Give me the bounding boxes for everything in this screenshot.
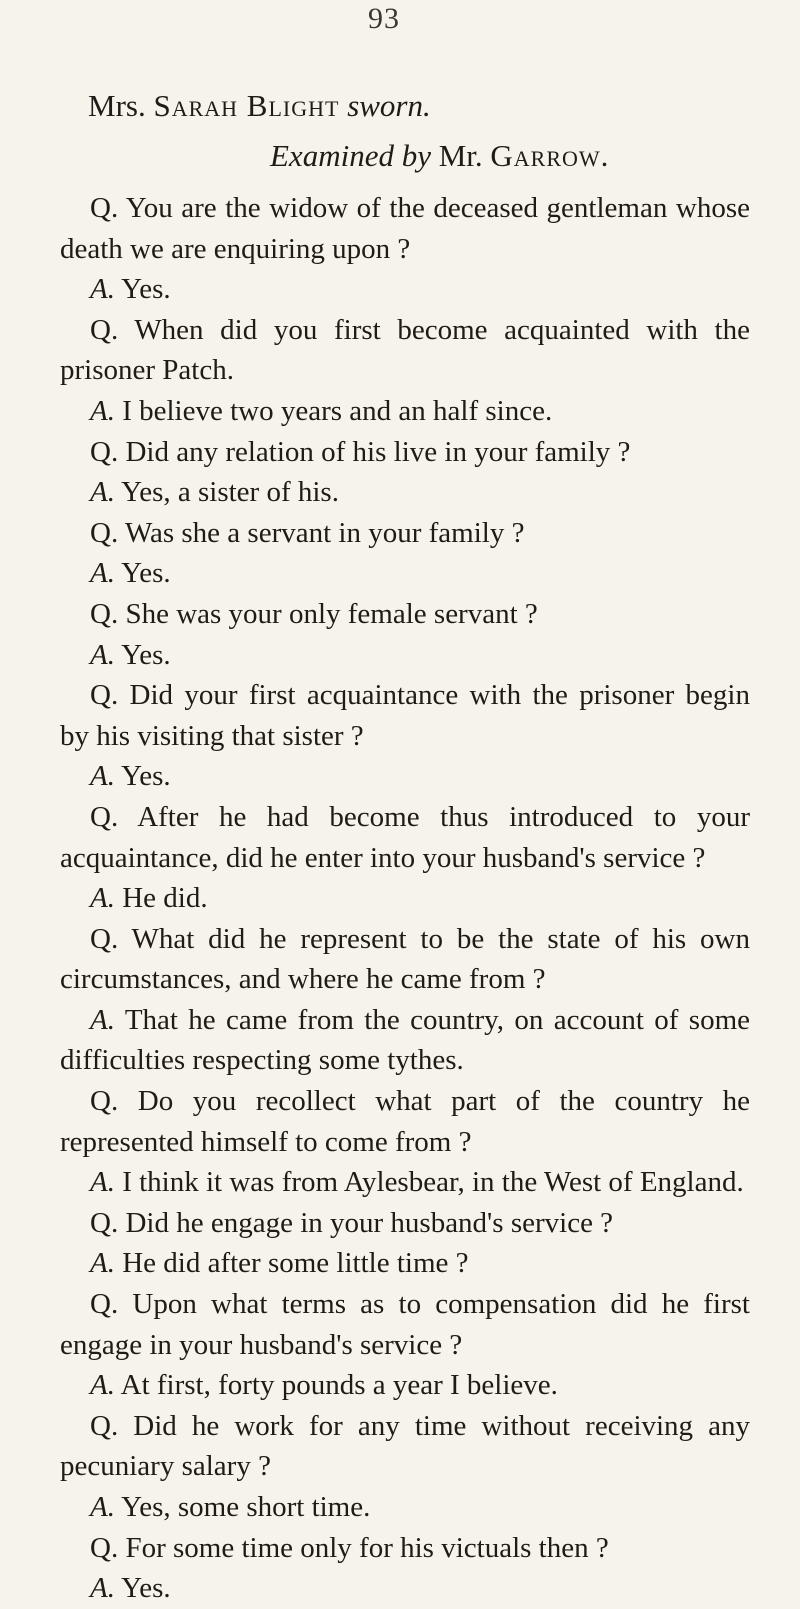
- question-paragraph: [60, 1081, 750, 1162]
- entry-text: Yes.: [121, 273, 171, 306]
- speaker-label: Q.: [90, 1206, 119, 1239]
- question-paragraph: [60, 1406, 750, 1487]
- question-paragraph: [60, 1528, 750, 1569]
- entry-text: What did he represent to be the state of his own circumstances, and where he came from ?: [60, 922, 750, 996]
- question-paragraph: [60, 188, 750, 269]
- speaker-label: A.: [90, 1003, 115, 1036]
- speaker-label: Q.: [90, 597, 119, 630]
- question-paragraph: [60, 513, 750, 554]
- speaker-label: Q.: [90, 313, 119, 346]
- speaker-label: Q.: [90, 1409, 119, 1442]
- entry-text: At first, forty pounds a year I believe.: [120, 1369, 558, 1402]
- entry-text: I think it was from Aylesbear, in the West of England.: [122, 1166, 744, 1199]
- speaker-label: Q.: [90, 516, 119, 549]
- speaker-label: Q.: [90, 800, 119, 833]
- entry-text: That he came from the country, on account of some difficulties respecting some tythes.: [60, 1003, 751, 1077]
- examiner-name: Garrow.: [490, 138, 610, 173]
- entry-text: Do you recollect what part of the country he represented himself to come from ?: [60, 1085, 750, 1158]
- answer-paragraph: [60, 472, 750, 513]
- question-paragraph: [60, 675, 750, 756]
- speaker-label: Q.: [90, 679, 119, 712]
- entry-text: When did you first become acquainted with the prisoner Patch.: [60, 313, 750, 387]
- answer-paragraph: [60, 878, 750, 919]
- witness-prefix: Mrs.: [88, 88, 146, 123]
- speaker-label: A.: [90, 1166, 115, 1199]
- testimony-body: [60, 188, 750, 1609]
- entry-text: You are the widow of the deceased gentleman whose death we are enquiring upon ?: [60, 192, 750, 265]
- question-paragraph: [60, 1284, 750, 1365]
- answer-paragraph: [60, 1568, 750, 1609]
- entry-text: Yes, a sister of his.: [121, 476, 339, 509]
- speaker-label: A.: [90, 882, 115, 915]
- entry-text: He did after some little time ?: [122, 1247, 469, 1280]
- answer-paragraph: [60, 756, 750, 797]
- entry-text: Yes, some short time.: [121, 1491, 371, 1523]
- question-paragraph: [60, 1203, 750, 1244]
- answer-paragraph: [60, 635, 750, 676]
- entry-text: Did your first acquaintance with the prisoner begin by his visiting that sister ?: [60, 679, 750, 752]
- entry-text: I believe two years and an half since.: [122, 394, 553, 427]
- speaker-label: A.: [90, 273, 115, 306]
- question-paragraph: [60, 432, 750, 473]
- entry-text: He did.: [122, 882, 208, 915]
- speaker-label: Q.: [90, 435, 119, 468]
- answer-paragraph: [60, 1162, 750, 1203]
- speaker-label: Q.: [90, 922, 119, 955]
- question-paragraph: [60, 310, 750, 391]
- answer-paragraph: [60, 391, 750, 432]
- witness-name: Sarah Blight: [153, 88, 340, 123]
- answer-paragraph: [60, 553, 750, 594]
- question-paragraph: [60, 594, 750, 635]
- speaker-label: A.: [90, 1572, 115, 1605]
- speaker-label: A.: [90, 557, 115, 590]
- entry-text: For some time only for his victuals then ?: [125, 1531, 609, 1564]
- speaker-label: A.: [90, 476, 115, 509]
- answer-paragraph: [60, 1487, 750, 1528]
- question-paragraph: [60, 797, 750, 878]
- speaker-label: Q.: [90, 1288, 119, 1321]
- speaker-label: A.: [90, 1491, 115, 1523]
- answer-paragraph: [60, 1000, 750, 1081]
- entry-text: She was your only female servant ?: [125, 597, 538, 630]
- speaker-label: A.: [90, 1369, 115, 1402]
- examined-phrase: Examined by: [270, 138, 431, 173]
- speaker-label: A.: [90, 1247, 115, 1280]
- examined-by-line: [270, 138, 609, 174]
- speaker-label: A.: [90, 638, 115, 671]
- entry-text: Did he work for any time without receiving any pecuniary salary ?: [60, 1409, 751, 1483]
- answer-paragraph: [60, 1365, 750, 1406]
- entry-text: After he had become thus introduced to your acquaintance, did he enter into your husband's service ?: [60, 800, 750, 874]
- page-number: 93: [368, 2, 400, 35]
- answer-paragraph: [60, 269, 750, 310]
- entry-text: Was she a servant in your family ?: [124, 516, 525, 549]
- speaker-label: A.: [90, 394, 115, 427]
- entry-text: Did any relation of his live in your family ?: [125, 435, 631, 468]
- entry-text: Did he engage in your husband's service ?: [125, 1206, 614, 1239]
- entry-text: Yes.: [121, 760, 171, 793]
- examiner-title: Mr.: [438, 138, 483, 173]
- speaker-label: Q.: [90, 1085, 119, 1118]
- question-paragraph: [60, 919, 750, 1000]
- entry-text: Yes.: [121, 638, 171, 671]
- witness-status: sworn.: [347, 88, 431, 123]
- answer-paragraph: [60, 1243, 750, 1284]
- speaker-label: A.: [90, 760, 115, 793]
- speaker-label: Q.: [90, 192, 119, 224]
- witness-heading: [88, 88, 431, 124]
- entry-text: Yes.: [121, 557, 171, 590]
- speaker-label: Q.: [90, 1531, 119, 1564]
- entry-text: Yes.: [121, 1572, 171, 1605]
- entry-text: Upon what terms as to compensation did he first engage in your husband's service ?: [60, 1288, 750, 1361]
